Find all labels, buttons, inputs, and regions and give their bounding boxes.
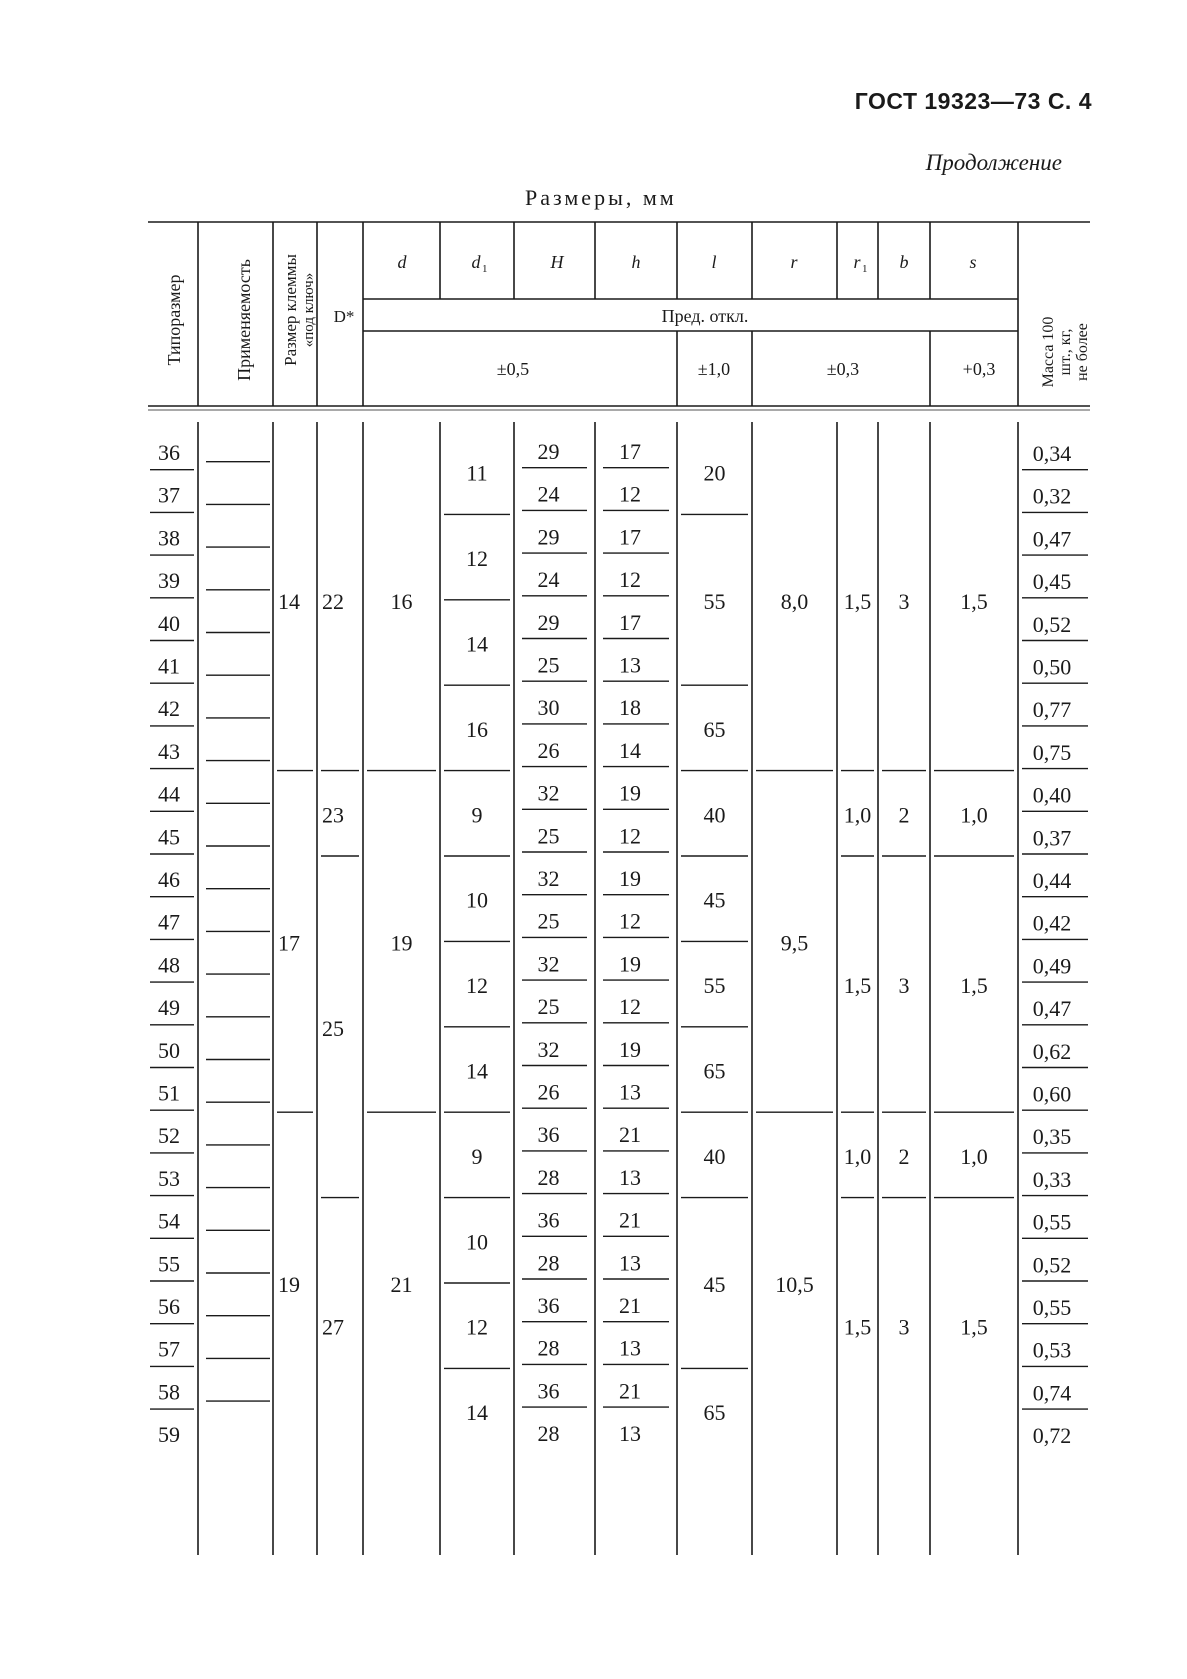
typesize-cell: 39 bbox=[158, 568, 180, 594]
H-cell: 24 bbox=[537, 567, 560, 593]
h-cell: 21 bbox=[619, 1293, 641, 1318]
mass-cell: 0,53 bbox=[1032, 1337, 1072, 1363]
mass-cell: 0,34 bbox=[1032, 441, 1072, 466]
col-header-applicability: Применяемость bbox=[234, 259, 254, 381]
l-cell: 65 bbox=[703, 1400, 726, 1426]
d-cell: 21 bbox=[390, 1272, 413, 1297]
r-cell: 9,5 bbox=[780, 930, 809, 956]
h-cell: 13 bbox=[619, 1164, 641, 1190]
b-cell: 3 bbox=[898, 588, 910, 614]
typesize-cell: 53 bbox=[158, 1165, 180, 1191]
mass-cell: 0,50 bbox=[1032, 654, 1072, 680]
mass-cell: 0,55 bbox=[1032, 1209, 1072, 1235]
mass-cell: 0,52 bbox=[1032, 611, 1072, 637]
d1-cell: 10 bbox=[466, 1229, 488, 1255]
H-cell: 25 bbox=[537, 994, 560, 1020]
mass-cell: 0,60 bbox=[1032, 1081, 1072, 1107]
H-cell: 36 bbox=[537, 1207, 560, 1233]
mass-cell: 0,35 bbox=[1032, 1124, 1072, 1150]
b-cell: 2 bbox=[898, 1143, 910, 1169]
typesize-cell: 59 bbox=[158, 1422, 180, 1448]
h-cell: 19 bbox=[619, 1036, 641, 1062]
tolerance-l: ±1,0 bbox=[697, 359, 731, 379]
h-cell: 13 bbox=[619, 1421, 641, 1447]
d1-cell: 9 bbox=[471, 802, 483, 828]
l-cell: 65 bbox=[703, 1058, 726, 1084]
H-cell: 24 bbox=[537, 481, 560, 507]
mass-cell: 0,72 bbox=[1032, 1423, 1072, 1449]
h-cell: 19 bbox=[619, 866, 641, 891]
d1-cell: 11 bbox=[466, 460, 488, 486]
mass-cell: 0,77 bbox=[1032, 697, 1072, 723]
l-cell: 65 bbox=[703, 716, 726, 742]
h-cell: 21 bbox=[619, 1207, 641, 1233]
d1-cell: 16 bbox=[466, 716, 488, 742]
H-cell: 28 bbox=[537, 1164, 560, 1190]
h-cell: 21 bbox=[619, 1122, 641, 1148]
mass-cell: 0,40 bbox=[1032, 782, 1072, 808]
H-cell: 32 bbox=[537, 866, 560, 891]
H-cell: 32 bbox=[537, 780, 560, 806]
col-header-r1-sub: 1 bbox=[862, 263, 868, 275]
typesize-cell: 52 bbox=[158, 1123, 180, 1149]
typesize-cell: 42 bbox=[158, 696, 180, 722]
col-header-typesize: Типоразмер bbox=[164, 274, 184, 366]
col-header-r: r bbox=[790, 252, 798, 272]
r1-cell: 1,5 bbox=[843, 973, 872, 999]
H-cell: 28 bbox=[537, 1421, 560, 1447]
b-cell: 2 bbox=[898, 802, 910, 828]
H-cell: 25 bbox=[537, 823, 560, 849]
H-cell: 25 bbox=[537, 652, 560, 678]
typesize-cell: 40 bbox=[158, 610, 180, 636]
r1-cell: 1,0 bbox=[843, 1143, 872, 1169]
r-cell: 10,5 bbox=[775, 1272, 814, 1297]
H-cell: 29 bbox=[537, 524, 560, 550]
h-cell: 13 bbox=[619, 1335, 641, 1361]
h-cell: 13 bbox=[619, 1250, 641, 1276]
col-header-clamp-size-2: «под ключ» bbox=[301, 272, 317, 348]
col-header-h: h bbox=[631, 252, 641, 272]
h-cell: 12 bbox=[619, 994, 641, 1020]
H-cell: 36 bbox=[537, 1293, 560, 1318]
D-cell: 22 bbox=[322, 588, 344, 614]
l-cell: 45 bbox=[703, 1272, 726, 1297]
tolerance-header: Пред. откл. bbox=[661, 306, 749, 326]
l-cell: 40 bbox=[703, 1143, 726, 1169]
h-cell: 13 bbox=[619, 1079, 641, 1105]
clamp-cell: 19 bbox=[278, 1272, 300, 1297]
d1-cell: 12 bbox=[466, 546, 488, 572]
col-header-b: b bbox=[899, 252, 909, 272]
l-cell: 55 bbox=[703, 973, 726, 999]
col-header-d1-sub: 1 bbox=[482, 263, 488, 275]
l-cell: 45 bbox=[703, 887, 726, 913]
H-cell: 28 bbox=[537, 1250, 560, 1276]
mass-cell: 0,55 bbox=[1032, 1295, 1072, 1320]
tolerance-r-group: ±0,3 bbox=[826, 359, 860, 379]
l-cell: 55 bbox=[703, 588, 726, 614]
typesize-cell: 55 bbox=[158, 1251, 180, 1277]
h-cell: 12 bbox=[619, 908, 641, 934]
h-cell: 19 bbox=[619, 780, 641, 806]
h-cell: 12 bbox=[619, 567, 641, 593]
col-header-r1: r bbox=[853, 252, 861, 272]
b-cell: 3 bbox=[898, 973, 910, 999]
l-cell: 40 bbox=[703, 802, 726, 828]
H-cell: 32 bbox=[537, 951, 560, 977]
mass-cell: 0,44 bbox=[1032, 868, 1072, 893]
tolerance-s: +0,3 bbox=[962, 359, 996, 379]
mass-cell: 0,74 bbox=[1032, 1380, 1072, 1406]
col-header-d1: d bbox=[471, 252, 481, 272]
typesize-cell: 37 bbox=[158, 482, 180, 508]
col-header-d: d bbox=[397, 252, 407, 272]
d1-cell: 10 bbox=[466, 887, 488, 913]
h-cell: 13 bbox=[619, 652, 641, 678]
mass-cell: 0,33 bbox=[1032, 1166, 1072, 1192]
r-cell: 8,0 bbox=[780, 588, 809, 614]
mass-cell: 0,32 bbox=[1032, 483, 1072, 509]
col-header-mass-1: Масса 100 bbox=[1040, 316, 1057, 388]
l-cell: 20 bbox=[703, 460, 726, 486]
h-cell: 18 bbox=[619, 695, 641, 721]
typesize-cell: 47 bbox=[158, 909, 180, 935]
mass-cell: 0,49 bbox=[1032, 953, 1072, 979]
clamp-cell: 17 bbox=[278, 930, 300, 956]
typesize-cell: 54 bbox=[158, 1208, 180, 1234]
h-cell: 19 bbox=[619, 951, 641, 977]
tolerance-group1: ±0,5 bbox=[496, 359, 530, 379]
h-cell: 17 bbox=[619, 439, 641, 464]
mass-cell: 0,37 bbox=[1032, 825, 1072, 851]
typesize-cell: 57 bbox=[158, 1336, 180, 1362]
typesize-cell: 46 bbox=[158, 867, 180, 892]
d-cell: 19 bbox=[390, 930, 413, 956]
col-header-clamp-size-1: Размер клеммы bbox=[281, 254, 300, 366]
h-cell: 14 bbox=[619, 737, 641, 763]
d1-cell: 14 bbox=[466, 1400, 488, 1426]
typesize-cell: 44 bbox=[158, 781, 180, 807]
H-cell: 30 bbox=[537, 695, 560, 721]
mass-cell: 0,47 bbox=[1032, 996, 1072, 1022]
r1-cell: 1,5 bbox=[843, 1314, 872, 1340]
D-cell: 23 bbox=[322, 802, 344, 828]
D-cell: 27 bbox=[322, 1314, 344, 1340]
h-cell: 12 bbox=[619, 481, 641, 507]
b-cell: 3 bbox=[898, 1314, 910, 1340]
H-cell: 32 bbox=[537, 1036, 560, 1062]
r1-cell: 1,0 bbox=[843, 802, 872, 828]
col-header-s: s bbox=[969, 252, 977, 272]
mass-cell: 0,42 bbox=[1032, 910, 1072, 936]
typesize-cell: 38 bbox=[158, 525, 180, 551]
h-cell: 21 bbox=[619, 1378, 641, 1404]
typesize-cell: 41 bbox=[158, 653, 180, 679]
col-header-H: H bbox=[550, 252, 564, 272]
continuation-label: Продолжение bbox=[925, 150, 1062, 175]
mass-cell: 0,75 bbox=[1032, 739, 1072, 765]
col-header-D: D* bbox=[333, 307, 355, 326]
h-cell: 12 bbox=[619, 823, 641, 849]
d1-cell: 14 bbox=[466, 1058, 488, 1084]
s-cell: 1,5 bbox=[960, 1314, 988, 1340]
typesize-cell: 49 bbox=[158, 995, 180, 1021]
col-header-mass-2: шт., кг, bbox=[1057, 328, 1074, 376]
h-cell: 17 bbox=[619, 524, 641, 550]
d1-cell: 12 bbox=[466, 973, 488, 999]
typesize-cell: 36 bbox=[158, 440, 180, 465]
typesize-cell: 56 bbox=[158, 1294, 180, 1319]
typesize-cell: 48 bbox=[158, 952, 180, 978]
typesize-cell: 58 bbox=[158, 1379, 180, 1405]
table-caption: Размеры, мм bbox=[525, 185, 677, 210]
r1-cell: 1,5 bbox=[843, 588, 872, 614]
clamp-cell: 14 bbox=[278, 588, 300, 614]
d-cell: 16 bbox=[390, 588, 413, 614]
col-header-l: l bbox=[711, 252, 717, 272]
H-cell: 29 bbox=[537, 439, 560, 464]
s-cell: 1,0 bbox=[960, 1143, 988, 1169]
d1-cell: 9 bbox=[471, 1143, 483, 1169]
typesize-cell: 43 bbox=[158, 738, 180, 764]
D-cell: 25 bbox=[322, 1015, 344, 1041]
mass-cell: 0,47 bbox=[1032, 526, 1072, 552]
document-code: ГОСТ 19323—73 С. 4 bbox=[854, 88, 1092, 114]
H-cell: 36 bbox=[537, 1122, 560, 1148]
s-cell: 1,0 bbox=[960, 802, 988, 828]
H-cell: 29 bbox=[537, 609, 560, 635]
mass-cell: 0,52 bbox=[1032, 1252, 1072, 1278]
mass-cell: 0,45 bbox=[1032, 569, 1072, 595]
d1-cell: 14 bbox=[466, 631, 488, 657]
mass-cell: 0,62 bbox=[1032, 1038, 1072, 1064]
col-header-mass-3: не более bbox=[1074, 323, 1091, 381]
H-cell: 36 bbox=[537, 1378, 560, 1404]
typesize-cell: 45 bbox=[158, 824, 180, 850]
typesize-cell: 51 bbox=[158, 1080, 180, 1106]
H-cell: 25 bbox=[537, 908, 560, 934]
H-cell: 26 bbox=[537, 1079, 560, 1105]
H-cell: 26 bbox=[537, 737, 560, 763]
H-cell: 28 bbox=[537, 1335, 560, 1361]
typesize-cell: 50 bbox=[158, 1037, 180, 1063]
s-cell: 1,5 bbox=[960, 973, 988, 999]
s-cell: 1,5 bbox=[960, 588, 988, 614]
h-cell: 17 bbox=[619, 609, 641, 635]
d1-cell: 12 bbox=[466, 1314, 488, 1340]
